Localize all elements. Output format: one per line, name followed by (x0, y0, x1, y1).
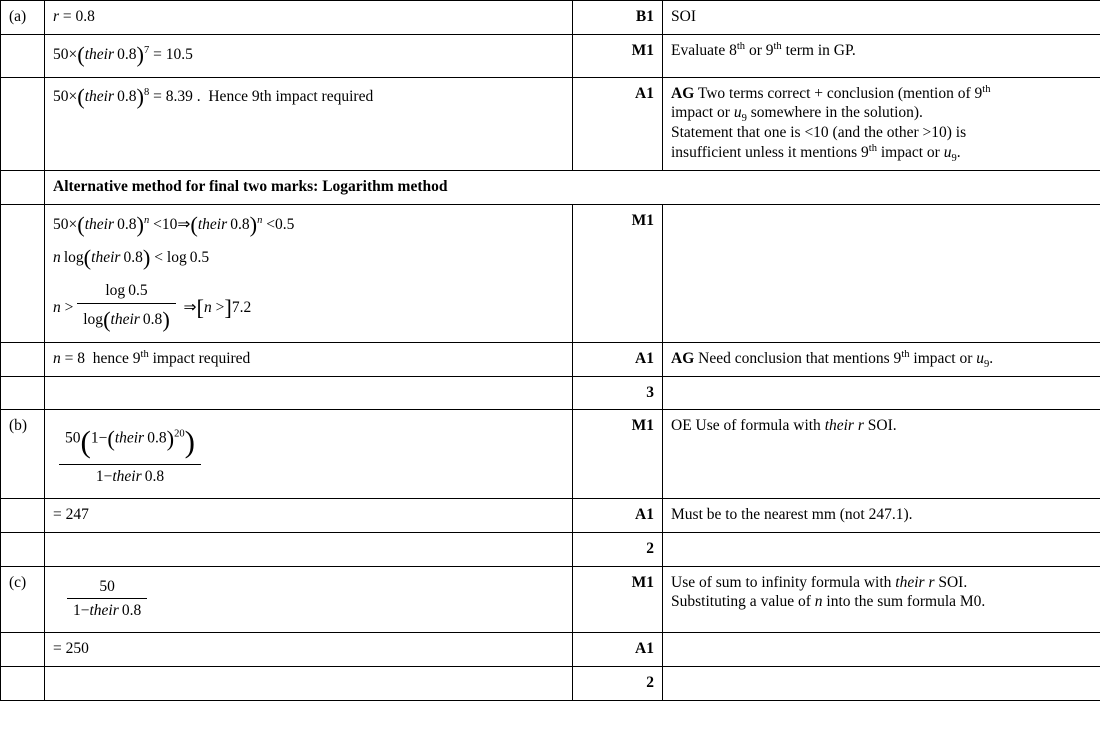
note-empty (663, 532, 1100, 566)
part-label-blank (1, 667, 45, 701)
working-r-value: r = 0.8 (45, 1, 573, 35)
mark-a1: A1 (573, 633, 663, 667)
working-result-247: = 247 (45, 498, 573, 532)
table-row-alt-header (1, 170, 1100, 204)
note-empty (663, 204, 1100, 342)
table-row (1, 566, 1100, 633)
table-row (1, 1, 1100, 35)
table-row-total (1, 667, 1100, 701)
note-empty (663, 376, 1100, 410)
mark-total-a: 3 (573, 376, 663, 410)
mark-m1: M1 (573, 34, 663, 77)
alternative-method-header: Alternative method for final two marks: Logarithm method (45, 170, 1100, 204)
working-empty (45, 532, 573, 566)
working-empty (45, 667, 573, 701)
table-row (1, 342, 1100, 376)
table-row (1, 410, 1100, 499)
part-label-c: (c) (1, 566, 45, 633)
mark-a1: A1 (573, 342, 663, 376)
table-row-total (1, 376, 1100, 410)
part-label-a: (a) (1, 1, 45, 35)
part-label-blank (1, 204, 45, 342)
part-label-blank (1, 633, 45, 667)
note-ag-two-terms: AG Two terms correct + conclusion (mention of 9th impact or $u_9$ somewhere in the solution). Statement that one is <10 (and the other >10) is insufficient unless it mentions 9th impact or $u_9$. (663, 77, 1100, 170)
note-oe-formula: OE Use of formula with their r SOI. (663, 410, 1100, 499)
note-empty (663, 633, 1100, 667)
note-ag-need-conclusion: AG Need conclusion that mentions 9th impact or $u_9$. (663, 342, 1100, 376)
table-row (1, 633, 1100, 667)
part-label-blank (1, 498, 45, 532)
part-label-blank (1, 34, 45, 77)
note-evaluate-term: Evaluate 8th or 9th term in GP. (663, 34, 1100, 77)
mark-total-c: 2 (573, 667, 663, 701)
working-result-250: = 250 (45, 633, 573, 667)
mark-m1: M1 (573, 204, 663, 342)
table-row (1, 204, 1100, 342)
working-term7: 50×(their 0.8)$^7$ = 10.5 (45, 34, 573, 77)
note-nearest-mm: Must be to the nearest mm (not 247.1). (663, 498, 1100, 532)
working-sum-to-infinity: $\frac{50}{\text{1−their 0.8}}$ (45, 566, 573, 633)
part-label-blank (1, 77, 45, 170)
mark-m1: M1 (573, 410, 663, 499)
part-label-blank (1, 376, 45, 410)
mark-a1: A1 (573, 77, 663, 170)
part-label-b: (b) (1, 410, 45, 499)
mark-total-b: 2 (573, 532, 663, 566)
working-n-equals-8: n = 8 hence 9th impact required (45, 342, 573, 376)
note-empty (663, 667, 1100, 701)
mark-b1: B1 (573, 1, 663, 35)
note-sum-to-infinity: Use of sum to infinity formula with their r SOI. Substituting a value of n into the sum formula M0. (663, 566, 1100, 633)
part-label-blank (1, 170, 45, 204)
mark-a1: A1 (573, 498, 663, 532)
working-logarithm-method: 50×(their 0.8)$^n$ <10⇒(their 0.8)$^n$ <0.5 n log(their 0.8) < log 0.5 n > $\frac{\log 0.5}{\text{log(their 0.8)}}$ ⇒[n >]7.2 (45, 204, 573, 342)
mark-m1: M1 (573, 566, 663, 633)
working-sum-20-terms: $\frac{50(1-(their 0.8)^{20})}{\text{1−their 0.8}}$ (45, 410, 573, 499)
note-soi: SOI (663, 1, 1100, 35)
table-row (1, 498, 1100, 532)
table-row (1, 77, 1100, 170)
table-row (1, 34, 1100, 77)
working-empty (45, 376, 573, 410)
part-label-blank (1, 532, 45, 566)
table-row-total (1, 532, 1100, 566)
working-term8: 50×(their 0.8)$^8$ = 8.39 . Hence 9th impact required (45, 77, 573, 170)
part-label-blank (1, 342, 45, 376)
